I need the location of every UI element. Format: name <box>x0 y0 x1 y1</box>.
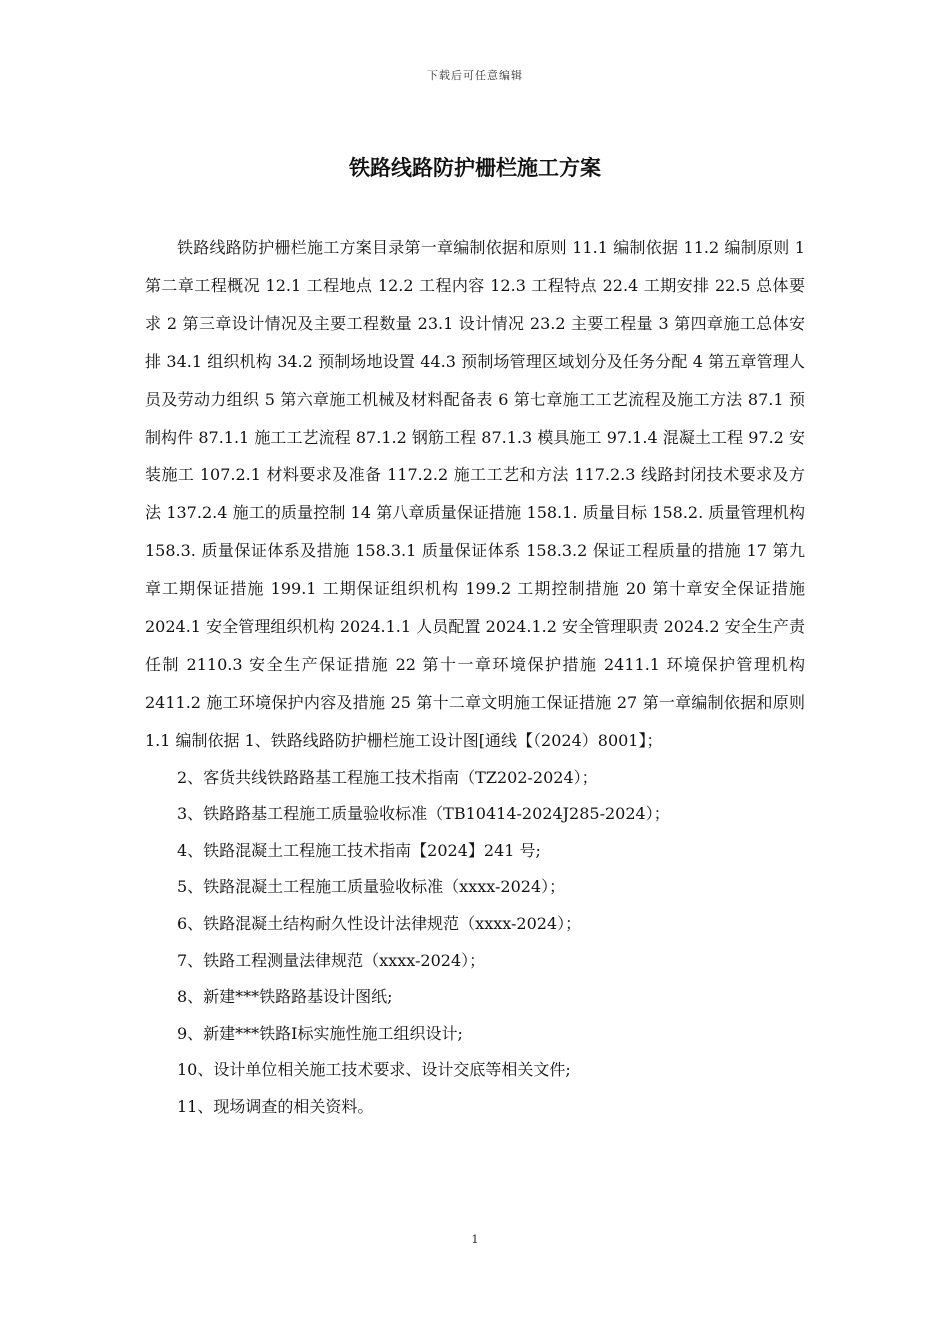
list-item: 5、铁路混凝土工程施工质量验收标准（xxxx-2024）； <box>177 877 566 897</box>
page-number: 1 <box>471 1233 479 1246</box>
list-item: 8、新建***铁路路基设计图纸; <box>177 987 393 1007</box>
list-item: 10、设计单位相关施工技术要求、设计交底等相关文件; <box>177 1060 571 1080</box>
list-item: 9、新建***铁路Ⅰ标实施性施工组织设计; <box>177 1023 463 1043</box>
document-body <box>145 229 805 1126</box>
list-item: 2、客货共线铁路路基工程施工技术指南（TZ202-2024）； <box>177 767 598 787</box>
list-item: 7、铁路工程测量法律规范（xxxx-2024）； <box>177 950 486 970</box>
document-title: 铁路线路防护栅栏施工方案 <box>349 155 601 180</box>
table-of-contents-paragraph: 铁路线路防护栅栏施工方案目录第一章编制依据和原则 11.1 编制依据 11.2 编制原则 1 第二章工程概况 12.1 工程地点 12.2 工程内容 12.3 工程特点 22.4 工期安排 22.5 总体要求 2 第三章设计情况及主要工程数量 23.1 设计情况 23.2 主要工程量 3 第四章施工总体安排 34.1 组织机构 34.2 预制场地设置 44.3 预制场管理区域划分及任务分配 4 第五章管理人员及劳动力组织 5 第六章施工机械及材料配备表 6 第七章施工工艺流程及施工方法 87.1 预制构件 87.1.1 施工工艺流程 87.1.2 钢筋工程 87.1.3 模具施工 97.1.4 混凝土工程 97.2 安装施工 107.2.1 材料要求及准备 117.2.2 施工工艺和方法 117.2.3 线路封闭技术要求及方法 137.2.4 施工的质量控制 14 第八章质量保证措施 158.1. 质量目标 158.2. 质量管理机构 158.3. 质量保证体系及措施 158.3.1 质量保证体系 158.3.2 保证工程质量的措施 17 第九章工期保证措施 199.1 工期保证组织机构 199.2 工期控制措施 20 第十章安全保证措施 2024.1 安全管理组织机构 2024.1.1 人员配置 2024.1.2 安全管理职责 2024.2 安全生产责任制 2110.3 安全生产保证措施 22 第十一章环境保护措施 2411.1 环境保护管理机构 2411.2 施工环境保护内容及措施 25 第十二章文明施工保证措施 27 第一章编制依据和原则 1.1 编制依据 1、铁路线路防护栅栏施工设计图[通线【（2024）8001】； <box>145 238 805 750</box>
reference-list <box>145 760 805 1126</box>
header-note: 下载后可任意编辑 <box>427 69 523 82</box>
list-item: 4、铁路混凝土工程施工技术指南【2024】241 号; <box>177 840 541 860</box>
list-item: 6、铁路混凝土结构耐久性设计法律规范（xxxx-2024）； <box>177 914 582 934</box>
list-item: 11、现场调查的相关资料。 <box>177 1097 374 1117</box>
list-item: 3、铁路路基工程施工质量验收标准（TB10414-2024J285-2024）； <box>177 804 670 824</box>
